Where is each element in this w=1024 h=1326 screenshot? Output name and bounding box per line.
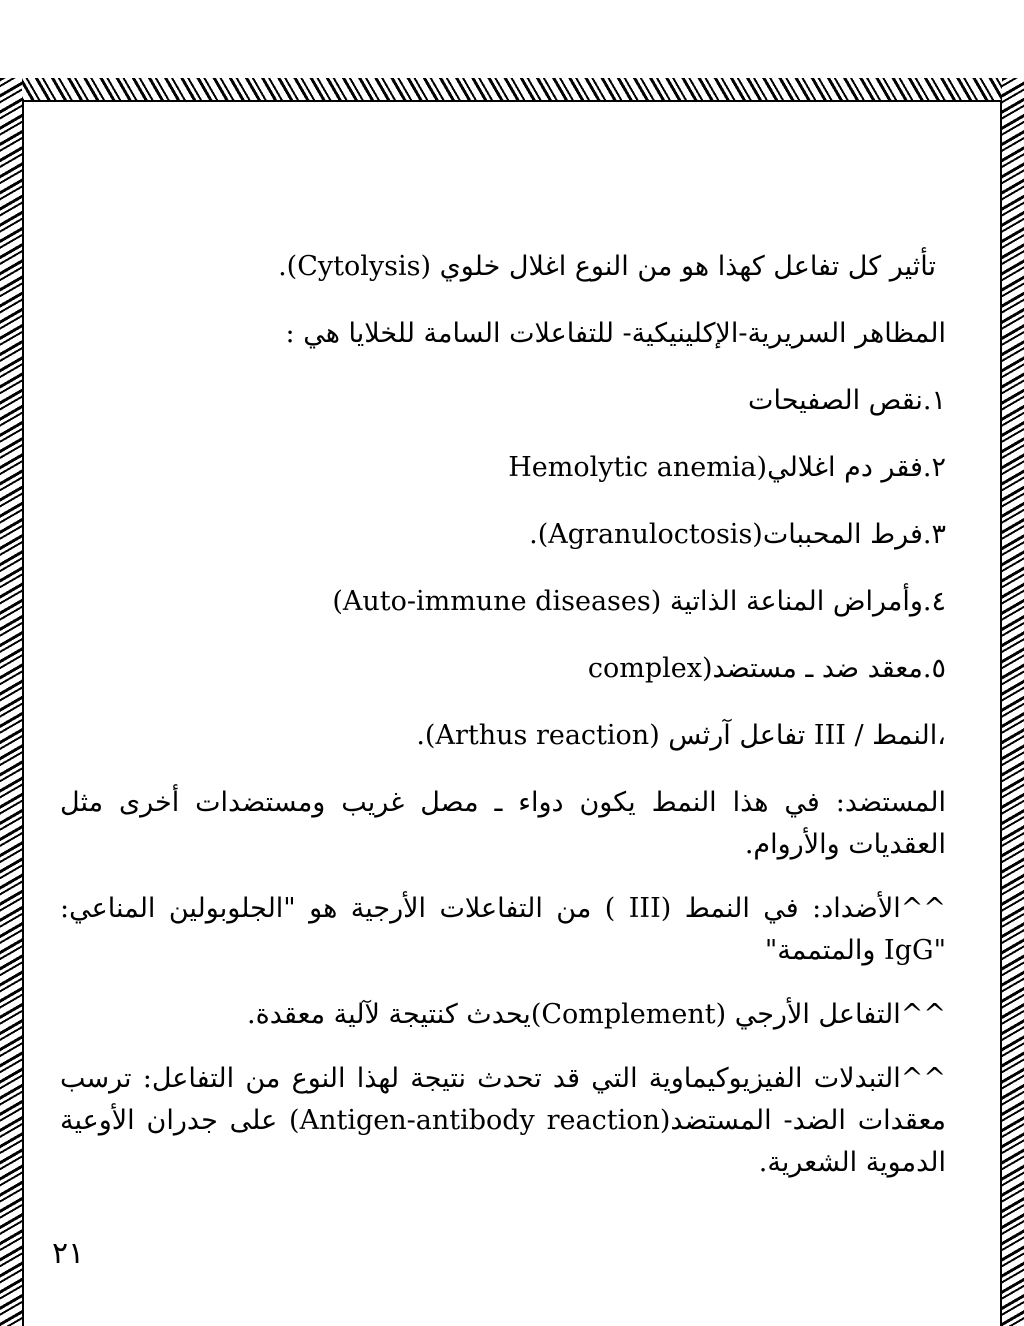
section-heading-type-iii: ،النمط / III تفاعل آرثس (Arthus reaction). <box>416 720 946 751</box>
decorative-border-left <box>0 78 22 1326</box>
border-inner-line-right <box>1000 100 1002 1326</box>
list-item-5: ٥.معقد ضد ـ مستضد(complex <box>587 653 946 684</box>
text-line-1: تأثير كل تفاعل كهذا هو من النوع اغلال خلوي (Cytolysis). <box>278 251 936 282</box>
decorative-border-right <box>1002 78 1024 1326</box>
document-body <box>60 246 946 1184</box>
paragraph-antibodies: ^^الأضداد: في النمط (III ) من التفاعلات الأرجية هو "الجلوبولين المناعي: "IgG والمتممة" <box>60 893 946 966</box>
text-line-2: المظاهر السريرية-الإكلينيكية- للتفاعلات السامة للخلايا هي : <box>285 318 946 349</box>
paragraph-physicochemical-changes: ^^التبدلات الفيزيوكيماوية التي قد تحدث نتيجة لهذا النوع من التفاعل: ترسب معقدات الضد- المستضد(Antigen-antibody reaction) على جدران الأوعية الدموية الشعرية. <box>60 1063 946 1178</box>
border-inner-line-left <box>22 100 24 1326</box>
paragraph-antigen: المستضد: في هذا النمط يكون دواء ـ مصل غريب ومستضدات أخرى مثل العقديات والأروام. <box>60 787 946 860</box>
list-item-2: ٢.فقر دم اغلالي(Hemolytic anemia <box>508 452 946 483</box>
list-item-1: ١.نقص الصفيحات <box>748 385 946 416</box>
decorative-border-top <box>0 78 1024 102</box>
border-inner-line-top <box>22 100 1002 102</box>
list-item-4: ٤.وأمراض المناعة الذاتية (Auto-immune diseases) <box>332 586 946 617</box>
paragraph-allergic-reaction: ^^التفاعل الأرجي (Complement)يحدث كنتيجة لآلية معقدة. <box>247 999 946 1030</box>
page-number: ٢١ <box>52 1236 85 1271</box>
list-item-3: ٣.فرط المحببات(Agranuloctosis). <box>529 519 946 550</box>
